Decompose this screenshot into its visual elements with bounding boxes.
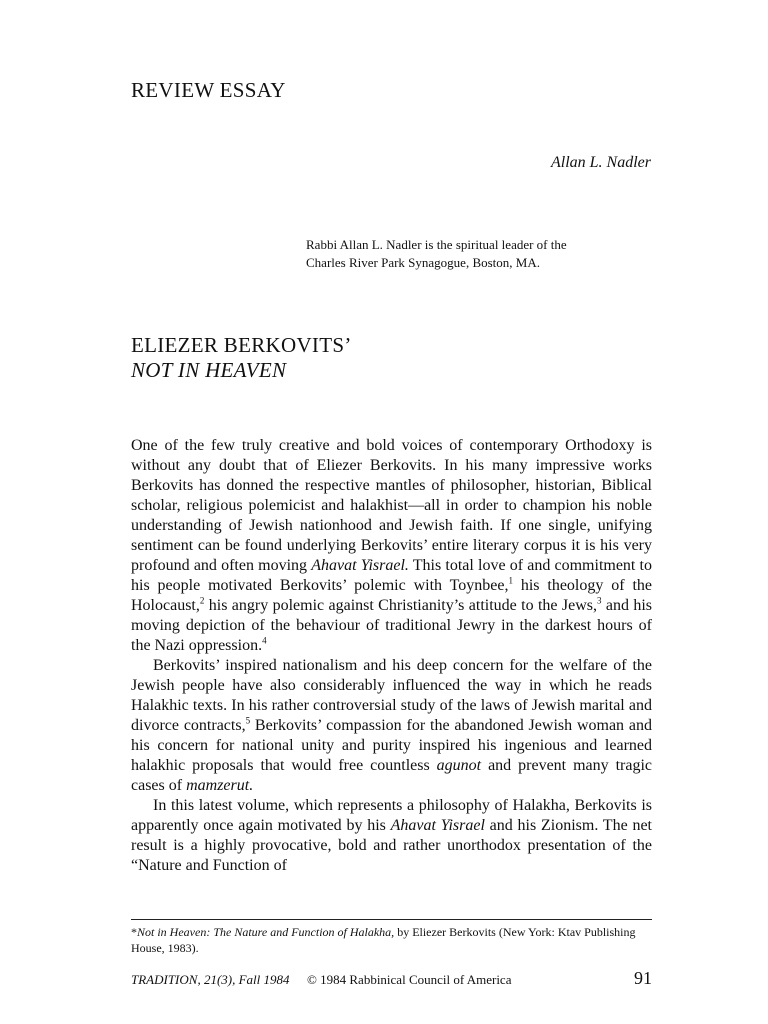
text-run: and prevent many tragic cases of (131, 757, 653, 794)
title-line1: ELIEZER BERKOVITS’ (131, 333, 352, 357)
text-run: Berkovits’ compassion for the abandoned Jewish woman and his concern for national unity and purity inspired his ingenious and learned halakhic proposals that would free countless (131, 717, 652, 774)
text-run: his angry polemic against Christianity’s attitude to the Jews, (204, 597, 597, 614)
footnote-text: by Eliezer Berkovits (New York: Ktav Publishing House, 1983). (131, 925, 636, 955)
footnote-ref: 3 (596, 595, 602, 606)
page-number: 91 (634, 968, 652, 988)
author-note (306, 236, 651, 272)
journal-citation: TRADITION, 21(3), Fall 1984 (131, 972, 290, 987)
section-label: REVIEW ESSAY (131, 78, 286, 102)
text-run: and his moving depiction of the behaviour of traditional Jewry in the darkest hours of the Nazi oppression. (131, 597, 652, 654)
copyright-notice: © 1984 Rabbinical Council of America (307, 972, 512, 987)
body-text (131, 436, 652, 876)
footnote (131, 924, 652, 956)
author-name: Allan L. Nadler (550, 154, 651, 171)
text-run-italic: agunot (436, 757, 482, 774)
footnote-ref: 1 (508, 575, 513, 586)
footnote-ref: 5 (245, 715, 251, 726)
text-run: Berkovits’ inspired nationalism and his deep concern for the welfare of the Jewish people have also considerably influenced the way in which he reads Halakhic texts. In his rather controversial study of the laws of Jewish marital and divorce contracts, (131, 657, 652, 734)
text-run: This total love of and commitment to his people motivated Berkovits’ polemic with Toynbee, (131, 557, 653, 594)
text-run: One of the few truly creative and bold voices of contemporary Orthodoxy is without any doubt that of Eliezer Berkovits. In his many impressive works Berkovits has donned the respective mantles of philosopher, historian, Biblical scholar, religious polemicist and halakhist—all in order to champion his noble understanding of Jewish nationhood and Jewish faith. If one single, unifying sentiment can be found underlying Berkovits’ entire literary corpus it is his very profound and often moving (131, 437, 652, 574)
footnote-marker: * (131, 925, 137, 939)
paragraph-1 (131, 436, 652, 656)
author-note-line1: Rabbi Allan L. Nadler is the spiritual leader of the (306, 237, 567, 252)
footnote-ref: 4 (262, 635, 267, 646)
text-run-italic: Ahavat Yisrael (390, 817, 485, 834)
footnote-divider (131, 919, 652, 920)
page-footer (131, 968, 652, 992)
text-run-italic: mamzerut. (186, 777, 254, 794)
text-run: and his Zionism. The net result is a highly provocative, bold and rather unorthodox presentation of the “Nature and Function of (131, 817, 652, 874)
author-note-line2: Charles River Park Synagogue, Boston, MA. (306, 255, 540, 270)
text-run: his theology of the Holocaust, (131, 577, 653, 614)
title-line2: NOT IN HEAVEN (131, 358, 287, 382)
text-run-italic: Ahavat Yisrael. (311, 557, 409, 574)
paragraph-3 (131, 796, 652, 876)
text-run: In this latest volume, which represents a philosophy of Halakha, Berkovits is apparently once again motivated by his (131, 797, 652, 834)
article-title (131, 333, 352, 383)
paragraph-2 (131, 656, 652, 796)
footnote-ref: 2 (199, 595, 205, 606)
footnote-book-title: Not in Heaven: The Nature and Function of Halakha, (137, 925, 395, 939)
